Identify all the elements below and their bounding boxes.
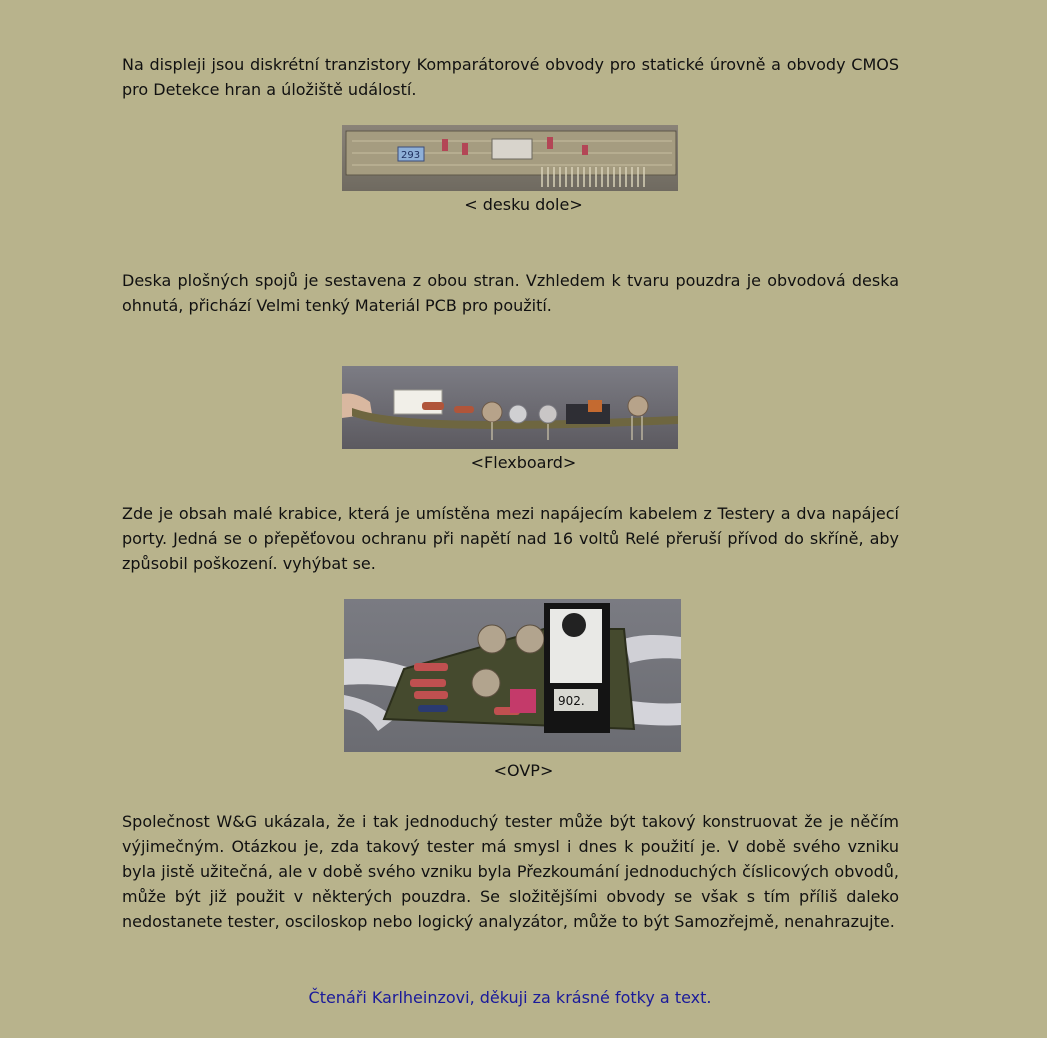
relay-label-text: 902. — [558, 694, 585, 708]
flexboard-photo — [342, 366, 678, 449]
caption-flexboard: <Flexboard> — [470, 453, 577, 472]
credit-note: Čtenáři Karlheinzovi, děkuji za krásné fotky a text. — [308, 988, 712, 1007]
paragraph-conclusion: Společnost W&G ukázala, že i tak jednoduchý tester může být takový konstruovat že je něčím výjimečným. Otázkou je, zda takový tester má smysl i dnes k použití je. V době svého vzniku byla jistě užitečná, ale v době svého vzniku byla Přezkoumání jednoduchých číslicových obvodů, může být již použit v některých pouzdra. Se složitějšími obvody se však s tím příliš daleko nedostanete tester, osciloskop nebo logický analyzátor, může to být Samozřejmě, nenahrazujte. — [122, 812, 899, 931]
paragraph-box-contents: Zde je obsah malé krabice, která je umístěna mezi napájecím kabelem z Testery a dva napájecí porty. Jedná se o přepěťovou ochranu při napětí nad 16 voltů Relé přeruší přívod do skříně, aby způsobil poškození. vyhýbat se. — [122, 504, 899, 573]
caption-ovp: <OVP> — [493, 761, 554, 780]
caption-board-bottom: < desku dole> — [464, 195, 583, 214]
board-sticker-text: 293 — [401, 150, 421, 161]
paragraph-pcb: Deska plošných spojů je sestavena z obou stran. Vzhledem k tvaru pouzdra je obvodová deska ohnutá, přichází Velmi tenký Materiál PCB pro použití. — [122, 271, 899, 315]
ovp-photo — [344, 599, 681, 752]
board-bottom-photo — [342, 125, 678, 191]
paragraph-intro: Na displeji jsou diskrétní tranzistory Komparátorové obvody pro statické úrovně a obvody CMOS pro Detekce hran a úložiště událostí. — [122, 55, 899, 99]
